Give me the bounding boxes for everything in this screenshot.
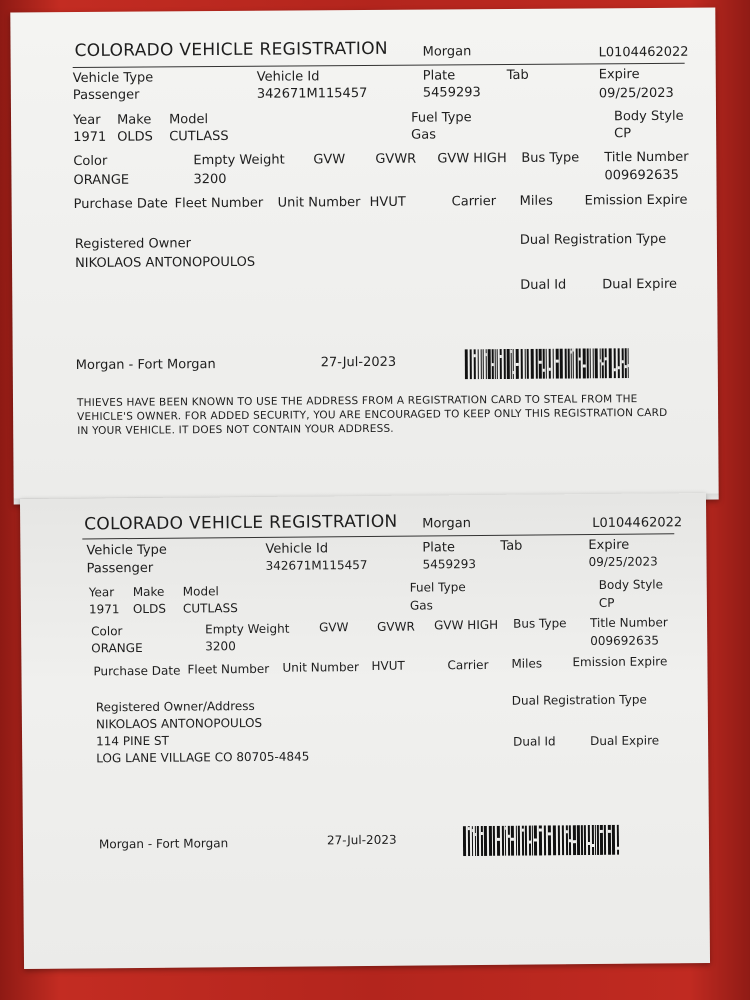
label-hvut: HVUT	[369, 194, 406, 210]
value-body-style: CP	[614, 126, 632, 142]
doc-number: L0104462022	[592, 515, 683, 532]
label-year: Year	[72, 112, 101, 129]
value-expire: 09/25/2023	[598, 85, 674, 102]
value-empty-weight: 3200	[193, 171, 227, 188]
value-make: OLDS	[132, 601, 166, 617]
label-vehicle-type: Vehicle Type	[86, 542, 167, 559]
value-model: CUTLASS	[182, 601, 238, 616]
label-registered-owner: Registered Owner	[74, 236, 192, 253]
label-plate: Plate	[422, 68, 456, 84]
value-make: OLDS	[117, 129, 153, 145]
label-gvw-high: GVW HIGH	[434, 617, 499, 633]
office: Morgan - Fort Morgan	[75, 357, 216, 374]
label-dual-registration-type: Dual Registration Type	[519, 231, 667, 248]
issue-date: 27-Jul-2023	[320, 354, 397, 371]
office: Morgan - Fort Morgan	[98, 836, 229, 852]
doc-number: L0104462022	[598, 44, 689, 61]
label-model: Model	[182, 584, 219, 599]
label-title-number: Title Number	[590, 615, 668, 631]
label-gvwr: GVWR	[377, 619, 415, 634]
label-dual-expire: Dual Expire	[590, 733, 660, 749]
value-owner-name: NIKOLAOS ANTONOPOULOS	[95, 715, 263, 732]
label-hvut: HVUT	[371, 658, 405, 673]
label-fleet-number: Fleet Number	[174, 195, 264, 212]
value-body-style: CP	[598, 595, 615, 610]
value-fuel-type: Gas	[411, 127, 437, 143]
issue-date: 27-Jul-2023	[326, 832, 397, 848]
county: Morgan	[422, 516, 472, 532]
title-rule	[82, 533, 674, 539]
security-notice: THIEVES HAVE BEEN KNOWN TO USE THE ADDRESS FROM A REGISTRATION CARD TO STEAL FROM THE VEHICLE'S OWNER. FOR ADDED SECURITY, YOU ARE ENCOURAGED TO KEEP ONLY THIS REGISTRATION CARD IN YOUR VEHICLE. IT DOES NOT CONTAIN YOUR ADDRESS.	[76, 393, 668, 438]
label-plate: Plate	[422, 540, 455, 556]
registration-card-top	[10, 8, 718, 505]
label-fleet-number: Fleet Number	[187, 661, 270, 677]
label-unit-number: Unit Number	[277, 195, 361, 211]
card-title: COLORADO VEHICLE REGISTRATION	[74, 38, 388, 62]
label-body-style: Body Style	[613, 108, 684, 125]
label-emission-expire: Emission Expire	[572, 654, 668, 670]
label-gvw: GVW	[313, 152, 346, 168]
label-carrier: Carrier	[447, 657, 489, 673]
value-fuel-type: Gas	[409, 598, 433, 613]
value-year: 1971	[73, 129, 107, 146]
label-bus-type: Bus Type	[513, 616, 567, 631]
label-empty-weight: Empty Weight	[193, 152, 285, 169]
value-plate: 5459293	[422, 85, 481, 101]
label-color: Color	[73, 153, 108, 170]
label-make: Make	[132, 584, 165, 600]
label-dual-expire: Dual Expire	[602, 276, 678, 293]
label-color: Color	[91, 624, 123, 639]
title-rule	[73, 63, 685, 68]
label-bus-type: Bus Type	[521, 150, 580, 166]
barcode-image	[463, 825, 619, 856]
card-title: COLORADO VEHICLE REGISTRATION	[84, 511, 398, 535]
label-miles: Miles	[511, 656, 543, 671]
value-empty-weight: 3200	[205, 639, 236, 654]
value-title-number: 009692635	[604, 167, 679, 184]
label-empty-weight: Empty Weight	[205, 621, 290, 637]
label-unit-number: Unit Number	[282, 660, 359, 675]
label-fuel-type: Fuel Type	[410, 110, 472, 126]
label-registered-owner-address: Registered Owner/Address	[95, 698, 255, 715]
label-miles: Miles	[519, 193, 553, 209]
label-gvwr: GVWR	[375, 151, 417, 167]
value-owner-name: NIKOLAOS ANTONOPOULOS	[74, 254, 256, 272]
value-expire: 09/25/2023	[588, 554, 658, 570]
label-model: Model	[168, 112, 209, 128]
label-dual-registration-type: Dual Registration Type	[511, 692, 647, 708]
value-color: ORANGE	[73, 172, 130, 189]
value-vehicle-type: Passenger	[72, 87, 140, 104]
label-carrier: Carrier	[451, 194, 497, 210]
label-fuel-type: Fuel Type	[409, 580, 466, 595]
label-gvw: GVW	[319, 620, 349, 635]
county: Morgan	[422, 44, 472, 60]
value-model: CUTLASS	[169, 128, 229, 145]
label-year: Year	[88, 585, 115, 600]
value-address-line2: LOG LANE VILLAGE CO 80705-4845	[96, 749, 310, 766]
label-vehicle-type: Vehicle Type	[72, 70, 154, 87]
label-dual-id: Dual Id	[520, 277, 567, 293]
value-color: ORANGE	[91, 640, 143, 656]
value-title-number: 009692635	[590, 633, 660, 649]
label-title-number: Title Number	[604, 149, 689, 166]
label-vehicle-id: Vehicle Id	[265, 541, 329, 557]
barcode-image	[465, 348, 629, 379]
registration-card-bottom	[20, 493, 710, 969]
label-gvw-high: GVW HIGH	[437, 151, 507, 167]
value-vehicle-type: Passenger	[86, 560, 154, 577]
label-purchase-date: Purchase Date	[73, 196, 168, 213]
value-plate: 5459293	[422, 557, 477, 572]
value-year: 1971	[88, 602, 120, 617]
label-make: Make	[116, 112, 152, 128]
label-dual-id: Dual Id	[513, 734, 556, 749]
label-expire: Expire	[588, 537, 630, 554]
value-address-line1: 114 PINE ST	[96, 733, 169, 749]
label-body-style: Body Style	[598, 577, 664, 592]
label-vehicle-id: Vehicle Id	[256, 69, 320, 85]
label-expire: Expire	[598, 67, 640, 83]
value-vehicle-id: 342671M115457	[256, 85, 368, 102]
label-purchase-date: Purchase Date	[93, 663, 181, 679]
label-tab: Tab	[506, 67, 529, 84]
value-vehicle-id: 342671M115457	[265, 557, 368, 573]
label-tab: Tab	[500, 538, 523, 554]
label-emission-expire: Emission Expire	[584, 192, 688, 209]
